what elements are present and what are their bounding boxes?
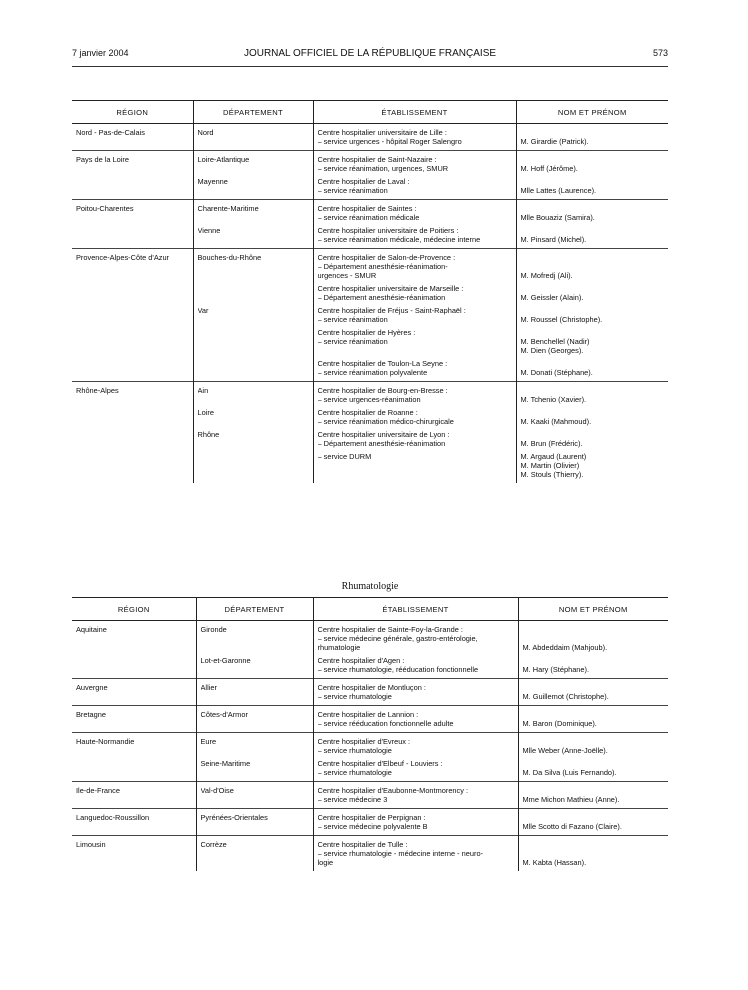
etablissement-cell: [313, 782, 518, 809]
region-cell: [72, 706, 196, 733]
etablissement-line: Centre hospitalier de Fréjus - Saint-Raphaël :: [317, 306, 466, 315]
etablissement-line: Centre hospitalier universitaire de Lyon :: [317, 430, 450, 439]
departement-name: Seine-Maritime: [200, 759, 251, 768]
region-group: [72, 809, 668, 836]
etablissement-line: – service rhumatologie - médecine interne - neuro-: [317, 849, 484, 858]
etablissement-line: – service réanimation: [317, 337, 388, 346]
etablissement-cell: [313, 679, 518, 706]
etablissement-line: Centre hospitalier de Perpignan :: [317, 813, 426, 822]
etablissement-line: – service urgences - hôpital Roger Salengro: [317, 137, 462, 146]
etablissement-line: – Département anesthésie-réanimation: [317, 439, 446, 448]
person-name: M. Geissler (Alain).: [520, 293, 584, 302]
etablissement-line: – service urgences-réanimation: [317, 395, 421, 404]
departement-cell: [193, 249, 313, 382]
departement-cell: [196, 782, 313, 809]
region-cell: [72, 151, 193, 200]
etablissement-line: Centre hospitalier d'Eaubonne-Montmorency :: [317, 786, 469, 795]
col-etablissement: ÉTABLISSEMENT: [313, 101, 516, 124]
person-name: M. Hoff (Jérôme).: [520, 164, 578, 173]
region-name: Nord - Pas-de-Calais: [76, 128, 146, 137]
etablissement-cell: [313, 809, 518, 836]
etablissement-line: Centre hospitalier de Lannion :: [317, 710, 419, 719]
etablissement-line: Centre hospitalier de Laval :: [317, 177, 410, 186]
col-nom: NOM ET PRÉNOM: [516, 101, 668, 124]
departement-name: Mayenne: [197, 177, 228, 186]
etablissement-line: – service réanimation: [317, 186, 388, 195]
departement-cell: [193, 124, 313, 151]
etablissement-cell: [313, 249, 516, 382]
region-group: [72, 249, 668, 382]
departement-cell: [196, 836, 313, 872]
region-cell: [72, 733, 196, 782]
person-name: M. Hary (Stéphane).: [522, 665, 590, 674]
table-rhumatologie: [72, 598, 668, 871]
etablissement-cell: [313, 151, 516, 200]
etablissement-line: – service rhumatologie: [317, 768, 392, 777]
departement-name: Gironde: [200, 625, 227, 634]
etablissement-line: – service médecine 3: [317, 795, 388, 804]
departement-name: Pyrénées-Orientales: [200, 813, 268, 822]
etablissement-line: Centre hospitalier de Tulle :: [317, 840, 408, 849]
region-cell: [72, 200, 193, 249]
etablissement-line: – service médecine polyvalente B: [317, 822, 428, 831]
departement-name: Charente-Maritime: [197, 204, 259, 213]
person-name: M. Argaud (Laurent): [520, 452, 587, 461]
issue-date: 7 janvier 2004: [72, 48, 129, 58]
region-group: [72, 200, 668, 249]
person-name: M. Girardie (Patrick).: [520, 137, 589, 146]
person-name: M. Brun (Frédéric).: [520, 439, 583, 448]
etablissement-line: Centre hospitalier de Saint-Nazaire :: [317, 155, 437, 164]
person-name: M. Stouls (Thierry).: [520, 470, 584, 479]
etablissement-line: rhumatologie: [317, 643, 361, 652]
departement-cell: [193, 151, 313, 200]
region-group: [72, 733, 668, 782]
person-name: M. Dien (Georges).: [520, 346, 584, 355]
person-name: M. Kabta (Hassan).: [522, 858, 587, 867]
etablissement-line: – service réanimation polyvalente: [317, 368, 428, 377]
nom-cell: [518, 679, 668, 706]
etablissement-line: Centre hospitalier de Hyères :: [317, 328, 416, 337]
region-group: [72, 782, 668, 809]
etablissement-cell: [313, 706, 518, 733]
region-name: Limousin: [76, 840, 106, 849]
person-name: M. Pinsard (Michel).: [520, 235, 587, 244]
departement-cell: [196, 621, 313, 679]
etablissement-line: – Département anesthésie-réanimation: [317, 293, 446, 302]
region-name: Ile-de-France: [76, 786, 120, 795]
departement-name: Ain: [197, 386, 209, 395]
etablissement-cell: [313, 733, 518, 782]
region-cell: [72, 679, 196, 706]
departement-name: Var: [197, 306, 209, 315]
col-departement: DÉPARTEMENT: [193, 101, 313, 124]
region-group: [72, 151, 668, 200]
etablissement-line: – service rhumatologie, rééducation fonctionnelle: [317, 665, 479, 674]
etablissement-line: Centre hospitalier de Saintes :: [317, 204, 417, 213]
etablissement-line: urgences - SMUR: [317, 271, 377, 280]
col-departement: DÉPARTEMENT: [196, 598, 313, 621]
region-name: Languedoc-Roussillon: [76, 813, 150, 822]
region-cell: [72, 249, 193, 382]
nom-cell: [518, 706, 668, 733]
person-name: M. Guillemot (Christophe).: [522, 692, 609, 701]
departement-cell: [193, 200, 313, 249]
etablissement-cell: [313, 200, 516, 249]
region-name: Haute-Normandie: [76, 737, 135, 746]
nom-cell: [516, 200, 668, 249]
page-number: 573: [652, 48, 668, 58]
region-group: [72, 706, 668, 733]
region-group: [72, 621, 668, 679]
departement-name: Eure: [200, 737, 217, 746]
departement-cell: [196, 733, 313, 782]
person-name: M. Da Silva (Luis Fernando).: [522, 768, 617, 777]
departement-name: Bouches-du-Rhône: [197, 253, 262, 262]
region-cell: [72, 382, 193, 484]
etablissement-line: – Département anesthésie-réanimation-: [317, 262, 448, 271]
etablissement-line: Centre hospitalier de Sainte-Foy-la-Grande :: [317, 625, 463, 634]
etablissement-line: – service réanimation, urgences, SMUR: [317, 164, 449, 173]
nom-cell: [516, 382, 668, 484]
region-cell: [72, 809, 196, 836]
col-etablissement: ÉTABLISSEMENT: [313, 598, 518, 621]
region-name: Pays de la Loire: [76, 155, 129, 164]
etablissement-line: – service DURM: [317, 452, 372, 461]
etablissement-line: Centre hospitalier universitaire de Marseille :: [317, 284, 464, 293]
journal-title: JOURNAL OFFICIEL DE LA RÉPUBLIQUE FRANÇAISE: [243, 48, 497, 59]
person-name: Mlle Scotto di Fazano (Claire).: [522, 822, 622, 831]
col-region: RÉGION: [72, 598, 196, 621]
region-group: [72, 836, 668, 872]
person-name: M. Benchellel (Nadir): [520, 337, 590, 346]
departement-name: Loire: [197, 408, 214, 417]
person-name: Mlle Lattes (Laurence).: [520, 186, 597, 195]
etablissement-line: – service réanimation médico-chirurgicale: [317, 417, 454, 426]
nom-cell: [518, 621, 668, 679]
region-name: Auvergne: [76, 683, 108, 692]
departement-name: Rhône: [197, 430, 220, 439]
departement-name: Vienne: [197, 226, 221, 235]
etablissement-line: Centre hospitalier d'Elbeuf - Louviers :: [317, 759, 443, 768]
person-name: M. Martin (Olivier): [520, 461, 580, 470]
table1-body: [72, 124, 668, 484]
etablissement-line: – service réanimation: [317, 315, 388, 324]
person-name: M. Kaaki (Mahmoud).: [520, 417, 592, 426]
nom-cell: [516, 249, 668, 382]
table2-body: [72, 621, 668, 872]
section-title: Rhumatologie: [341, 581, 399, 592]
etablissement-line: – service réanimation médicale: [317, 213, 420, 222]
nom-cell: [516, 124, 668, 151]
nom-cell: [518, 782, 668, 809]
region-name: Provence-Alpes-Côte d'Azur: [76, 253, 170, 262]
region-cell: [72, 124, 193, 151]
nom-cell: [516, 151, 668, 200]
person-name: M. Baron (Dominique).: [522, 719, 597, 728]
page-header: [72, 48, 668, 62]
etablissement-line: Centre hospitalier d'Agen :: [317, 656, 405, 665]
nom-cell: [518, 836, 668, 872]
person-name: Mlle Weber (Anne-Joëlle).: [522, 746, 608, 755]
departement-cell: [193, 382, 313, 484]
departement-cell: [196, 706, 313, 733]
person-name: Mlle Bouaziz (Samira).: [520, 213, 595, 222]
table-anesthesie: [72, 101, 668, 483]
etablissement-line: Centre hospitalier de Montluçon :: [317, 683, 426, 692]
departement-name: Loire-Atlantique: [197, 155, 250, 164]
etablissement-line: Centre hospitalier universitaire de Lille :: [317, 128, 447, 137]
col-nom: NOM ET PRÉNOM: [518, 598, 668, 621]
departement-cell: [196, 809, 313, 836]
region-name: Rhône-Alpes: [76, 386, 119, 395]
region-name: Aquitaine: [76, 625, 107, 634]
region-name: Poitou-Charentes: [76, 204, 134, 213]
person-name: M. Roussel (Christophe).: [520, 315, 603, 324]
etablissement-cell: [313, 124, 516, 151]
etablissement-line: – service rhumatologie: [317, 692, 392, 701]
etablissement-line: Centre hospitalier de Salon-de-Provence :: [317, 253, 456, 262]
region-group: [72, 124, 668, 151]
region-group: [72, 679, 668, 706]
etablissement-line: Centre hospitalier d'Evreux :: [317, 737, 411, 746]
departement-name: Nord: [197, 128, 214, 137]
region-cell: [72, 782, 196, 809]
etablissement-cell: [313, 382, 516, 484]
departement-name: Côtes-d'Armor: [200, 710, 248, 719]
etablissement-line: Centre hospitalier de Bourg-en-Bresse :: [317, 386, 448, 395]
etablissement-cell: [313, 621, 518, 679]
etablissement-line: – service rééducation fonctionnelle adulte: [317, 719, 454, 728]
etablissement-line: Centre hospitalier de Roanne :: [317, 408, 418, 417]
departement-name: Val-d'Oise: [200, 786, 234, 795]
etablissement-line: – service réanimation médicale, médecine interne: [317, 235, 481, 244]
person-name: Mme Michon Mathieu (Anne).: [522, 795, 620, 804]
person-name: M. Donati (Stéphane).: [520, 368, 593, 377]
departement-cell: [196, 679, 313, 706]
header-rule: [72, 66, 668, 67]
etablissement-line: Centre hospitalier de Toulon-La Seyne :: [317, 359, 448, 368]
departement-name: Lot-et-Garonne: [200, 656, 251, 665]
etablissement-line: Centre hospitalier universitaire de Poitiers :: [317, 226, 459, 235]
region-name: Bretagne: [76, 710, 106, 719]
region-cell: [72, 621, 196, 679]
person-name: M. Mofredj (Ali).: [520, 271, 573, 280]
col-region: RÉGION: [72, 101, 193, 124]
region-group: [72, 382, 668, 484]
nom-cell: [518, 733, 668, 782]
departement-name: Allier: [200, 683, 217, 692]
person-name: M. Abdeddaim (Mahjoub).: [522, 643, 608, 652]
departement-name: Corrèze: [200, 840, 227, 849]
etablissement-line: – service rhumatologie: [317, 746, 392, 755]
etablissement-line: logie: [317, 858, 334, 867]
etablissement-line: – service médecine générale, gastro-entérologie,: [317, 634, 478, 643]
etablissement-cell: [313, 836, 518, 872]
nom-cell: [518, 809, 668, 836]
person-name: M. Tchenio (Xavier).: [520, 395, 587, 404]
region-cell: [72, 836, 196, 872]
